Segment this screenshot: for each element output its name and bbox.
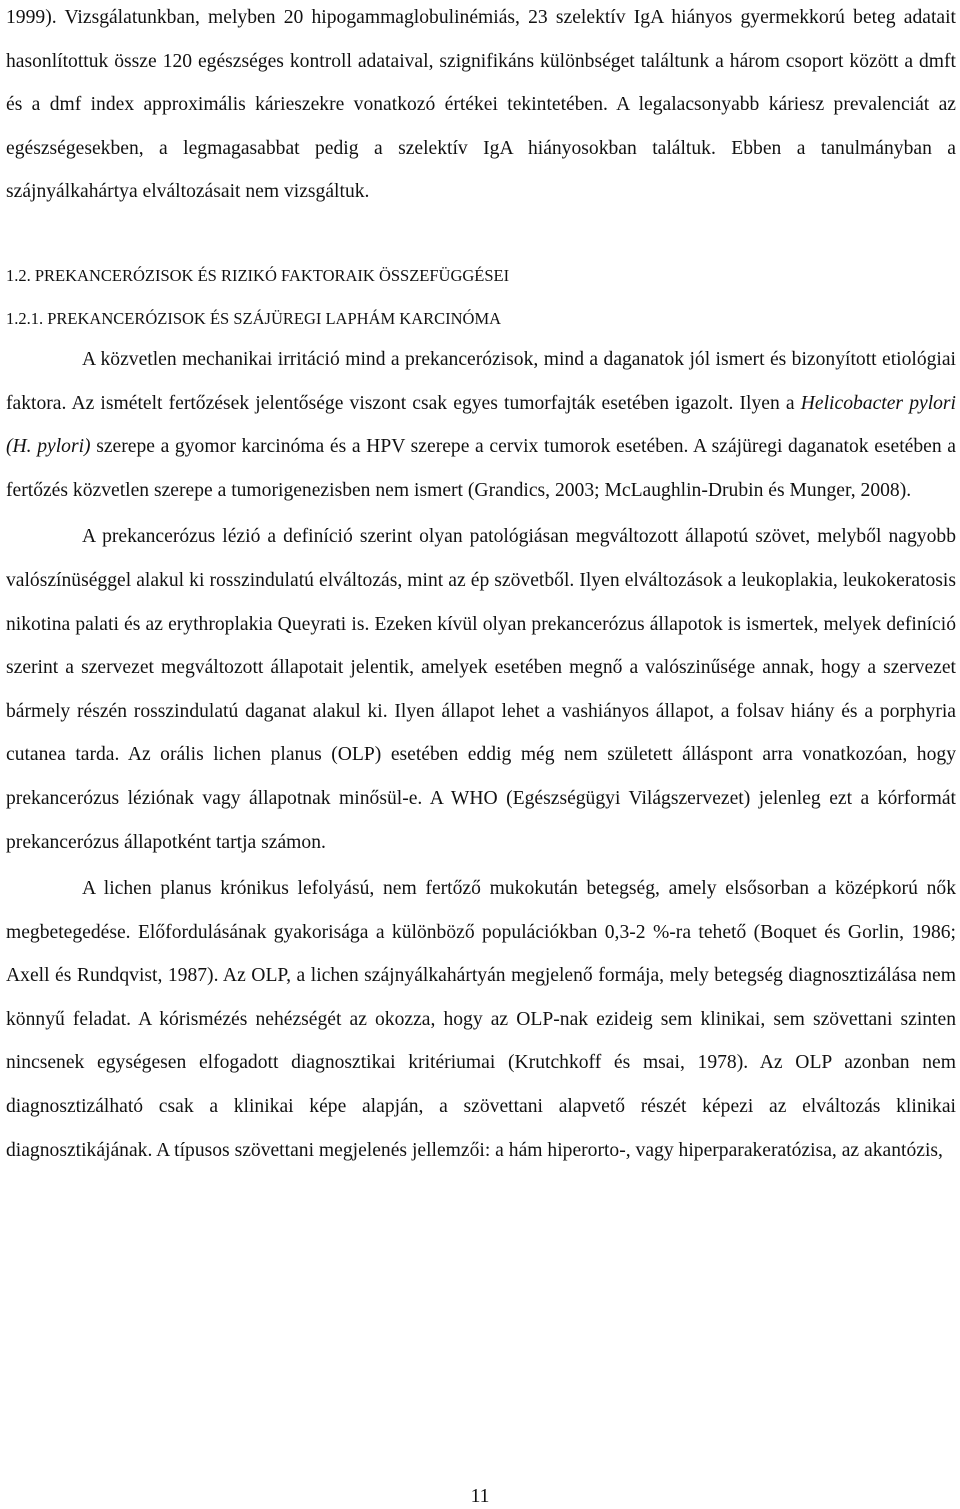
paragraph-precancerous: A prekancerózus lézió a definíció szerint olyan patológiásan megváltozott állapotú szövet, melyből nagyobb valószínüséggel alakul ki rosszindulatú elváltozás, mint az ép szövetből. Ilyen elváltozások a leukoplakia, leukokeratosis nikotina palati és az erythroplakia Queyrati is. Ezeken kívül olyan prekancerózus állapotok is ismertek, melyek definíció szerint a szervezet megváltozott állapotait jelentik, amelyek esetében megnő a valószinűsége annak, hogy a szervezet bármely részén rosszindulatú daganat alakul ki. Ilyen állapot lehet a vashiányos állapot, a folsav hiány és a porphyria cutanea tarda. Az orális lichen planus (OLP) esetében eddig még nem született álláspont arra vonatkozóan, hogy prekancerózus léziónak vagy állapotnak minősül-e. A WHO (Egészségügyi Világszervezet) jelenleg ezt a kórformát prekancerózus állapotként tartja számon.	[6, 526, 956, 853]
paragraph-intro: 1999). Vizsgálatunkban, melyben 20 hipogammaglobulinémiás, 23 szelektív IgA hiányos gyermekkorú beteg adatait hasonlítottuk össze 120 egészséges kontroll adataival, szignifikáns különbséget találtunk a három csoport között a dmft és a dmf index approximális kárieszekre vonatkozó értékei tekintetében. A legalacsonyabb káriesz prevalenciát az egészségesekben, a legmagasabbat pedig a szelektív IgA hiányosokban találtuk. Ebben a tanulmányban a szájnyálkahártya elváltozásait nem vizsgáltuk.	[6, 7, 956, 203]
italic-term: Helicobacter pylori (H. pylori)	[6, 392, 956, 458]
paragraph-text: A közvetlen mechanikai irritáció mind a prekancerózisok, mind a daganatok jól ismert és bizonyított etiológiai faktora. Az ismételt fertőzések jelentősége viszont csak egyes tumorfajták esetében igazolt. Ilyen a	[6, 348, 956, 414]
paragraph-text: szerepe a gyomor karcinóma és a HPV szerepe a cervix tumorok esetében. A szájüregi daganatok esetében a fertőzés közvetlen szerepe a tumorigenezisben nem ismert (Grandics, 2003; McLaughlin-Drubin és Munger, 2008).	[6, 436, 956, 501]
paragraph-irritation	[6, 338, 956, 512]
subsection-heading: 1.2.1. PREKANCERÓZISOK ÉS SZÁJÜREGI LAPHÁM KARCINÓMA	[6, 308, 502, 328]
page-number: 11	[470, 1486, 490, 1507]
document-page	[6, 0, 956, 1172]
paragraph-lichen-planus: A lichen planus krónikus lefolyású, nem fertőző mukokután betegség, amely elsősorban a középkorú nők megbetegedése. Előfordulásának gyakorisága a különböző populációkban 0,3-2 %-ra tehető (Boquet és Gorlin, 1986; Axell és Rundqvist, 1987). Az OLP, a lichen szájnyálkahártyán megjelenő formája, mely betegség diagnosztizálása nem könnyű feladat. A kórismézés nehézségét az okozza, hogy az OLP-nak ezideig sem klinikai, sem szövettani szinten nincsenek egységesen elfogadott diagnosztikai kritériumai (Krutchkoff és msai, 1978). Az OLP azonban nem diagnosztizálható csak a klinikai képe alapján, a szövettani alapvető részét képezi az elváltozás klinikai diagnosztikájának. A típusos szövettani megjelenés jellemzői: a hám hiperorto-, vagy hiperparakeratózisa, az akantózis,	[6, 878, 956, 1161]
section-heading: 1.2. PREKANCERÓZISOK ÉS RIZIKÓ FAKTORAIK ÖSSZEFÜGGÉSEI	[6, 265, 510, 285]
